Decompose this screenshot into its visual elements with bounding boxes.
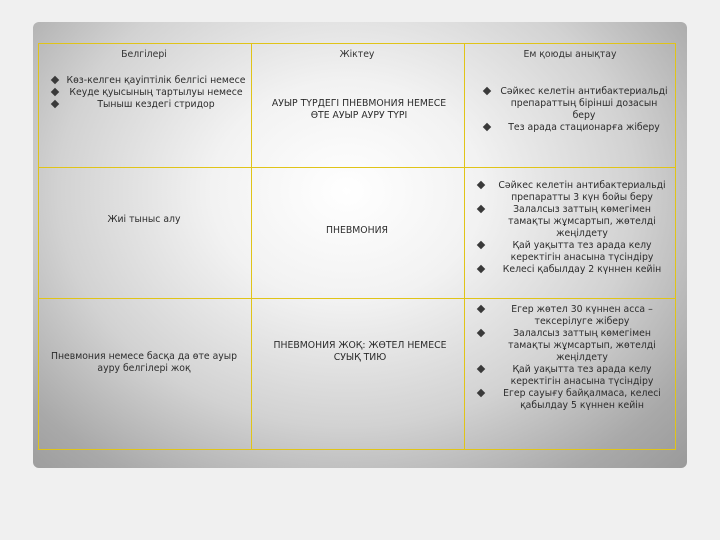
row2-signs: Жиі тыныс алу: [107, 214, 181, 225]
list-item: Қай уақытта тез арада келу керектігін анасына түсіндіру: [478, 364, 672, 388]
list-item: Егер жөтел 30 күннен асса – тексерілуге жіберу: [478, 304, 672, 328]
row1-treatment: [484, 86, 670, 134]
diamond-bullet-icon: [477, 329, 485, 337]
column-divider: [251, 44, 252, 449]
row1-classification: АУЫР ТҮРДЕГІ ПНЕВМОНИЯ НЕМЕСЕ ӨТЕ АУЫР АУРУ ТҮРІ: [271, 98, 447, 121]
diamond-bullet-icon: [477, 389, 485, 397]
diamond-bullet-icon: [483, 87, 491, 95]
diamond-bullet-icon: [477, 205, 485, 213]
row3-signs: Пневмония немесе басқа да өте ауыр ауру белгілері жоқ: [50, 351, 238, 374]
list-item: Сәйкес келетін антибактериальді препараттың бірінші дозасын беру: [484, 86, 670, 122]
row2-treatment: [478, 180, 672, 276]
column-divider: [464, 44, 465, 449]
list-item: Келесі қабылдау 2 күннен кейін: [478, 264, 672, 276]
header-treatment: Ем қоюды анықтау: [523, 49, 617, 60]
header-signs: Белгілері: [121, 49, 167, 60]
row1-signs: [52, 75, 246, 111]
diamond-bullet-icon: [477, 181, 485, 189]
row3-treatment: [478, 304, 672, 412]
row3-classification: ПНЕВМОНИЯ ЖОҚ: ЖӨТЕЛ НЕМЕСЕ СУЫҚ ТИЮ: [273, 340, 447, 363]
list-item: Қай уақытта тез арада келу керектігін анасына түсіндіру: [478, 240, 672, 264]
list-item: Залалсыз заттың көмегімен тамақты жұмсартып, жөтелді жеңілдету: [478, 204, 672, 240]
diamond-bullet-icon: [51, 76, 59, 84]
list-item: Кеуде қуысының тартылуы немесе: [52, 87, 246, 99]
diamond-bullet-icon: [477, 365, 485, 373]
list-item: Тез арада стационарға жіберу: [484, 122, 670, 134]
list-item: Залалсыз заттың көмегімен тамақты жұмсартып, жөтелді жеңілдету: [478, 328, 672, 364]
row-divider: [39, 298, 675, 299]
diamond-bullet-icon: [477, 241, 485, 249]
diamond-bullet-icon: [477, 265, 485, 273]
list-item: Көз-келген қауіптілік белгісі немесе: [52, 75, 246, 87]
row-divider: [39, 167, 675, 168]
diamond-bullet-icon: [51, 100, 59, 108]
diamond-bullet-icon: [477, 305, 485, 313]
list-item: Тыныш кездегі стридор: [52, 99, 246, 111]
diamond-bullet-icon: [483, 123, 491, 131]
row2-classification: ПНЕВМОНИЯ: [326, 225, 388, 236]
header-classification: Жіктеу: [339, 49, 375, 60]
diamond-bullet-icon: [51, 88, 59, 96]
list-item: Егер сауығу байқалмаса, келесі қабылдау 5 күннен кейін: [478, 388, 672, 412]
list-item: Сәйкес келетін антибактериальді препаратты 3 күн бойы беру: [478, 180, 672, 204]
